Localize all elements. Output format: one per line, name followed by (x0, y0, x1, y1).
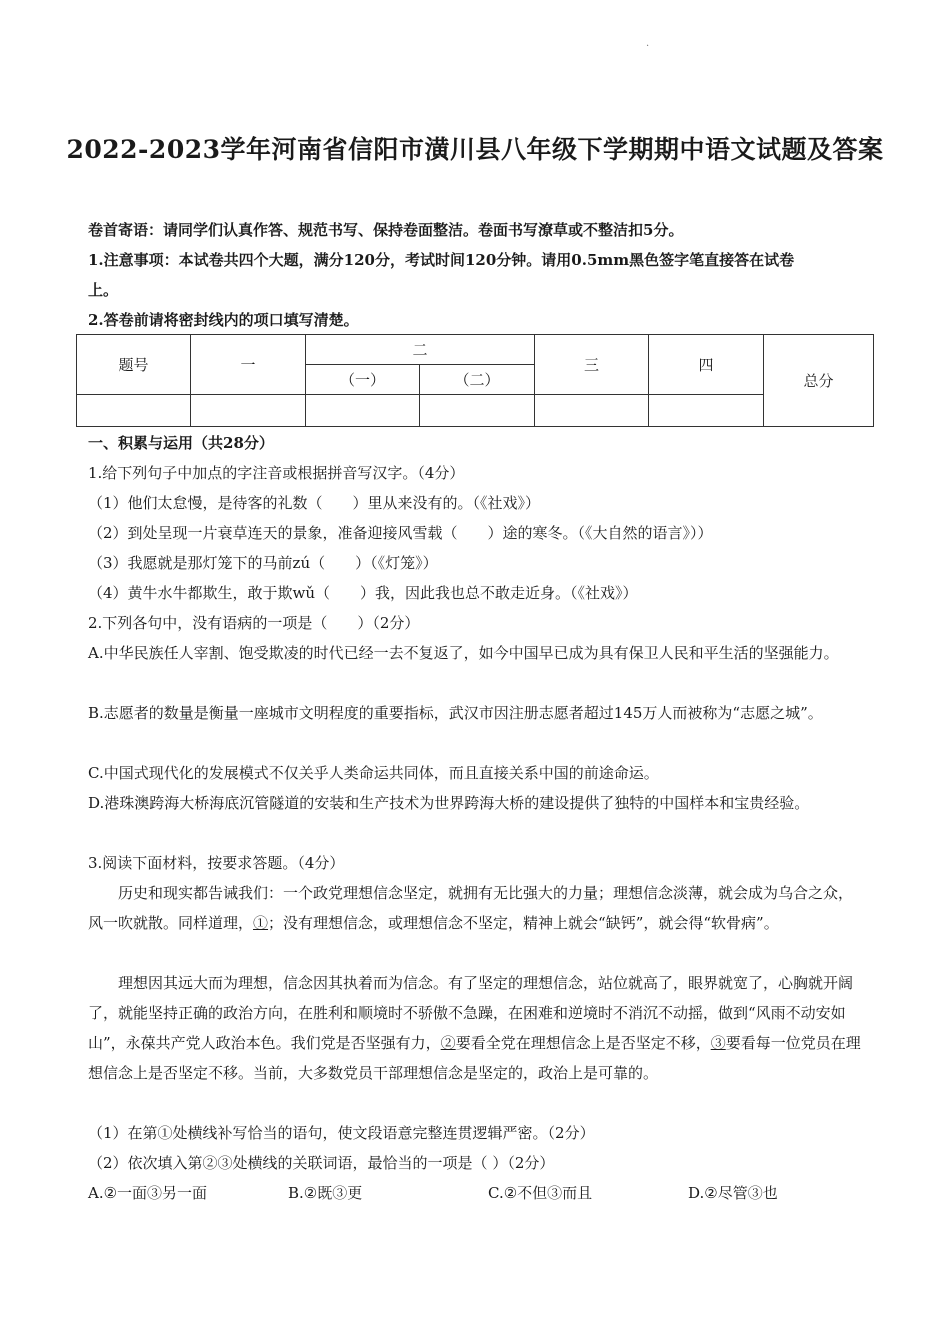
q3-sub-2: （2）依次填入第②③处横线的关联词语，最恰当的一项是（ ）（2分） (88, 1154, 555, 1172)
q3-options (88, 1178, 864, 1208)
q3-paragraph-2: 理想因其远大而为理想，信念因其执着而为信念。有了坚定的理想信念，站位就高了，眼界就宽了，心胸就开阔了，就能坚持正确的政治方向，在胜利和顺境时不骄傲不急躁，在困难和逆境时不消沉不动摇，做到“风雨不动安如山”，永葆共产党人政治本色。我们党是否坚强有力，②要看全党在理想信念上是否坚定不移，③要看每一位党员在理想信念上是否坚定不移。当前，大多数党员干部理想信念是坚定的，政治上是可靠的。 (88, 974, 861, 1082)
q3-option-c: C.②不但③而且 (488, 1184, 593, 1202)
blank-2: ② (440, 1034, 456, 1052)
q2-option-d: D.港珠澳跨海大桥海底沉管隧道的安装和生产技术为世界跨海大桥的建设提供了独特的中国样本和宝贵经验。 (88, 794, 810, 812)
q1-item-2: （2）到处呈现一片衰草连天的景象，准备迎接风雪载（ ）途的寒冬。（《大自然的语言》）） (88, 524, 713, 542)
notice-1-cont: 上。 (88, 281, 119, 299)
q3-option-a: A.②一面③另一面 (88, 1184, 208, 1202)
header-dot: . (646, 38, 650, 49)
notice-2: 2.答卷前请将密封线内的项口填写清楚。 (88, 311, 359, 329)
section-1-heading: 一、积累与运用（共28分） (88, 434, 274, 452)
q2-stem: 2.下列各句中，没有语病的一项是（ ）（2分） (88, 614, 420, 632)
q2-option-c: C.中国式现代化的发展模式不仅关乎人类命运共同体，而且直接关系中国的前途命运。 (88, 764, 659, 782)
score-header-label: 题号 (77, 335, 191, 395)
score-cell[interactable] (77, 395, 191, 427)
score-header-4: 四 (649, 335, 764, 395)
q3-sub-1: （1）在第①处横线补写恰当的语句，使文段语意完整连贯逻辑严密。（2分） (88, 1124, 595, 1142)
score-header-2b: （二） (420, 365, 535, 395)
q3-stem: 3.阅读下面材料，按要求答题。（4分） (88, 854, 345, 872)
score-cell[interactable] (535, 395, 649, 427)
q2-option-a: A.中华民族任人宰割、饱受欺凌的时代已经一去不复返了，如今中国早已成为具有保卫人民和平生活的坚强能力。 (88, 644, 839, 662)
score-header-1: 一 (191, 335, 306, 395)
q3-option-d: D.②尽管③也 (688, 1184, 778, 1202)
q1-stem: 1.给下列句子中加点的字注音或根据拼音写汉字。（4分） (88, 464, 465, 482)
q2-option-b: B.志愿者的数量是衡量一座城市文明程度的重要指标，武汉市因注册志愿者超过145万人而被称为“志愿之城”。 (88, 704, 823, 722)
page-title: 2022-2023学年河南省信阳市潢川县八年级下学期期中语文试题及答案 (66, 135, 884, 164)
q3-paragraph-1: 历史和现实都告诫我们：一个政党理想信念坚定，就拥有无比强大的力量；理想信念淡薄，就会成为乌合之众，风一吹就散。同样道理，①；没有理想信念，或理想信念不坚定，精神上就会“缺钙”，就会得“软骨病”。 (88, 884, 854, 932)
q1-item-3: （3）我愿就是那灯笼下的马前zú（ ）（《灯笼》） (88, 554, 438, 572)
q1-item-1: （1）他们太怠慢，是待客的礼数（ ）里从来没有的。（《社戏》） (88, 494, 541, 512)
notice-1: 1.注意事项：本试卷共四个大题，满分120分，考试时间120分钟。请用0.5mm黑色签字笔直接答在试卷 (88, 251, 795, 269)
blank-1: ① (253, 914, 269, 932)
blank-3: ③ (710, 1034, 726, 1052)
score-table (76, 334, 874, 427)
score-header-2: 二 (306, 335, 535, 365)
score-header-total: 总分 (764, 335, 874, 427)
score-cell[interactable] (191, 395, 306, 427)
q3-option-b: B.②既③更 (288, 1184, 363, 1202)
score-cell[interactable] (649, 395, 764, 427)
score-header-2a: （一） (306, 365, 420, 395)
score-cell[interactable] (306, 395, 420, 427)
score-cell[interactable] (420, 395, 535, 427)
q1-item-4: （4）黄牛水牛都欺生，敢于欺wǔ（ ）我，因此我也总不敢走近身。（《社戏》） (88, 584, 638, 602)
score-header-3: 三 (535, 335, 649, 395)
preface: 卷首寄语：请同学们认真作答、规范书写、保持卷面整洁。卷面书写潦草或不整洁扣5分。 (88, 221, 684, 239)
